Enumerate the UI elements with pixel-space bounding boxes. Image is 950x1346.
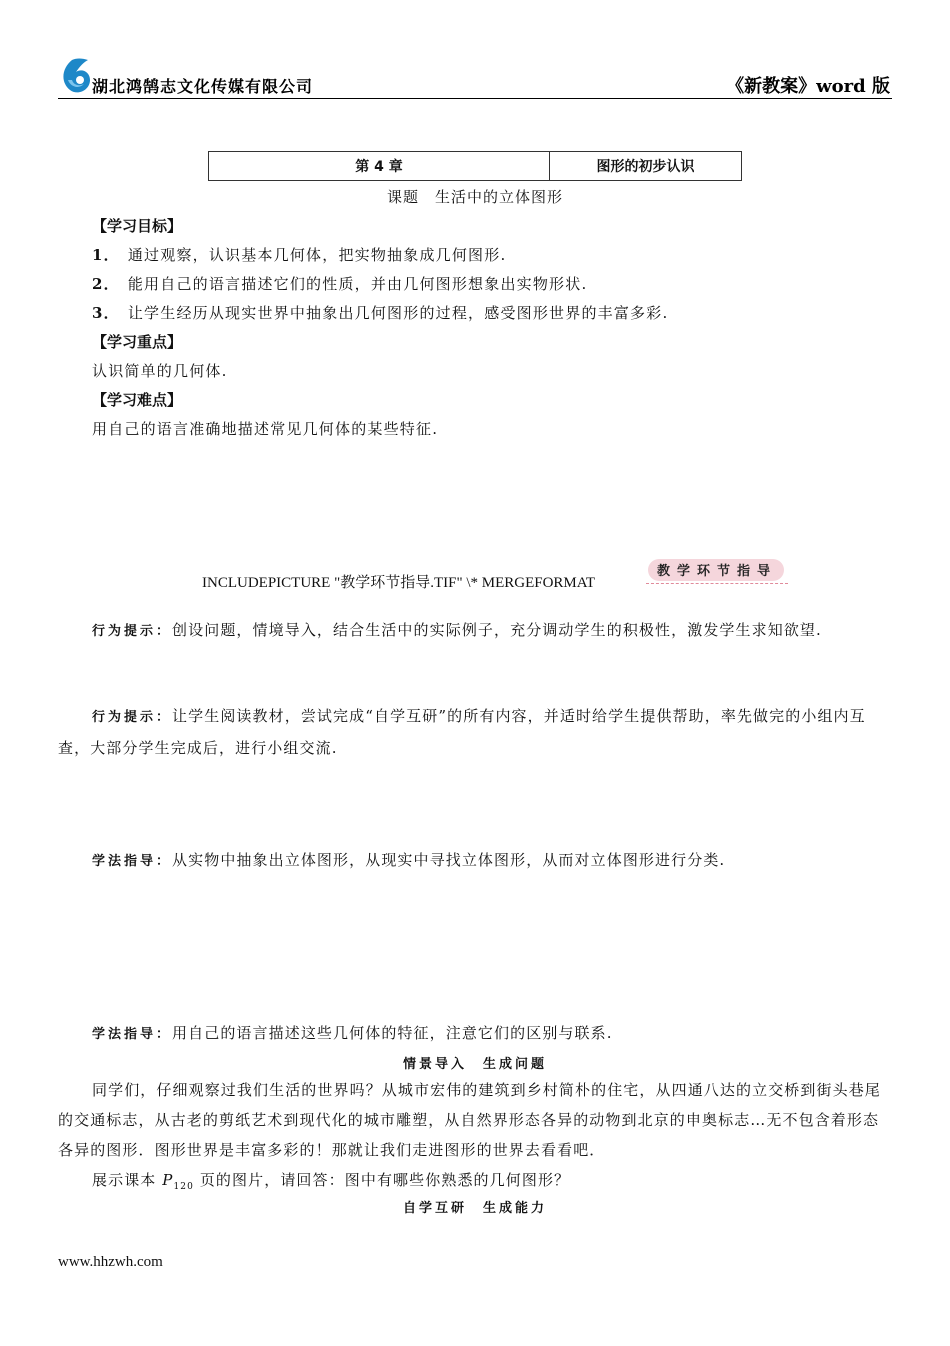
includepicture-field: INCLUDEPICTURE "教学环节指导.TIF" \* MERGEFORMAT xyxy=(202,575,596,591)
show-textbook-line: 展示课本 $P_{120}$ 页的图片，请回答：图中有哪些你熟悉的几何图形？ xyxy=(92,1171,571,1192)
scene-paragraph: 同学们，仔细观察过我们生活的世界吗？从城市宏伟的建筑到乡村简朴的住宅，从四通八达的立交桥到街头巷尾的交通标志，从古老的剪纸艺术到现代化的城市雕塑，从自然界形态各异的动物到北京的申奥标志…无不包含着形态各异的图形．图形世界是丰富多彩的！那就让我们走进图形的世界去看看吧． xyxy=(58,1081,881,1159)
key-points-text: 认识简单的几何体. xyxy=(92,362,228,380)
teaching-guide-badge: 教学环节指导 xyxy=(646,559,788,585)
company-logo xyxy=(58,56,94,94)
self-study-heading: 自学互研 生成能力 xyxy=(402,1201,547,1216)
study-guide-tip: 学法指导：从实物中抽象出立体图形，从现实中寻找立体图形，从而对立体图形进行分类. xyxy=(92,851,726,869)
scene-heading: 情景导入 生成问题 xyxy=(402,1057,547,1072)
header-divider xyxy=(58,98,892,99)
difficulties-heading: 【学习难点】 xyxy=(92,391,183,409)
objective-item: 1． 通过观察，认识基本几何体，把实物抽象成几何图形. xyxy=(92,246,507,264)
behavior-tip: 行为提示：创设问题，情境导入，结合生活中的实际例子，充分调动学生的积极性，激发学生求知欲望. xyxy=(92,621,822,639)
header-doc-type: 《新教案》word 版 xyxy=(726,76,890,97)
objectives-heading: 【学习目标】 xyxy=(92,217,183,235)
behavior-tip: 行为提示：让学生阅读教材，尝试完成“自学互研”的所有内容，并适时给学生提供帮助，率先做完的小组内互查，大部分学生完成后，进行小组交流. xyxy=(58,707,866,757)
footer-url: www.hhzwh.com xyxy=(58,1254,163,1270)
study-guide-tip: 学法指导：用自己的语言描述这些几何体的特征，注意它们的区别与联系. xyxy=(92,1024,613,1042)
lesson-title: 课题 生活中的立体图形 xyxy=(386,188,563,206)
chapter-table xyxy=(208,151,742,181)
chapter-title: 图形的初步认识 xyxy=(596,159,695,175)
difficulties-text: 用自己的语言准确地描述常见几何体的某些特征. xyxy=(92,420,439,438)
objective-item: 2． 能用自己的语言描述它们的性质，并由几何图形想象出实物形状. xyxy=(92,275,588,293)
header-company: 湖北鸿鹄志文化传媒有限公司 xyxy=(92,77,314,96)
objective-item: 3． 让学生经历从现实世界中抽象出几何图形的过程，感受图形世界的丰富多彩. xyxy=(92,304,669,322)
chapter-number: 第 4 章 xyxy=(209,152,550,180)
key-points-heading: 【学习重点】 xyxy=(92,333,183,351)
